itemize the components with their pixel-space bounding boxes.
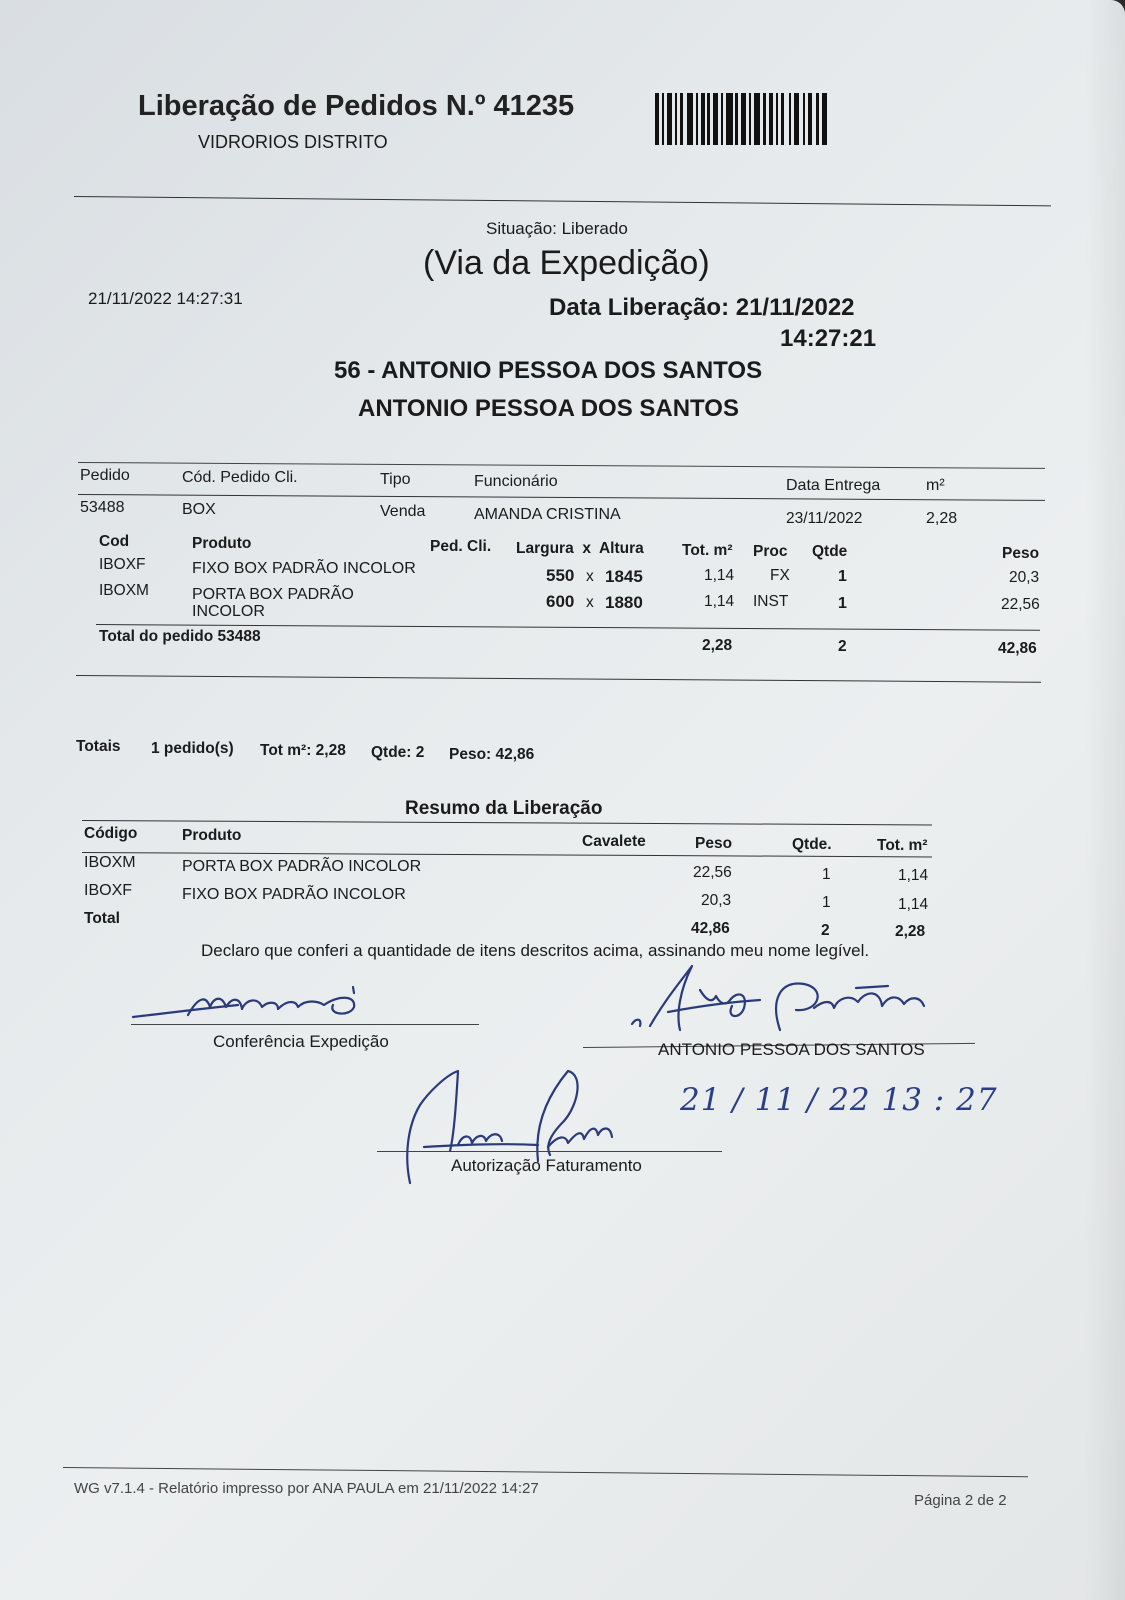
summary-row-qtde: 1 [822, 894, 831, 911]
status-text: Situação: Liberado [486, 219, 628, 238]
item-produto: FIXO BOX PADRÃO INCOLOR [192, 560, 416, 577]
col-cod-pedido-cli-header: Cód. Pedido Cli. [182, 469, 298, 486]
order-table-top-rule [78, 462, 1045, 469]
item-largura: 550 [546, 566, 575, 585]
totals-qtde: Qtde: 2 [371, 744, 425, 761]
order-pedido: 53488 [80, 499, 125, 516]
item-col-peso: Peso [1002, 545, 1040, 562]
summary-row-tot-m2: 1,14 [898, 867, 929, 884]
order-header-rule [78, 494, 1045, 501]
summary-title: Resumo da Liberação [405, 798, 603, 819]
item-tot-m2: 1,14 [704, 567, 735, 584]
summary-row-produto: PORTA BOX PADRÃO INCOLOR [182, 858, 422, 875]
summary-col-peso: Peso [695, 835, 733, 852]
page-number: Página 2 de 2 [914, 1492, 1007, 1509]
summary-row-tot-m2: 1,14 [898, 896, 929, 913]
order-tipo: Venda [380, 503, 426, 520]
item-col-ped-cli: Ped. Cli. [430, 538, 492, 555]
item-x: x [586, 594, 594, 611]
summary-total-peso: 42,86 [691, 920, 730, 937]
item-cod: IBOXM [99, 582, 149, 599]
item-altura: 1880 [605, 593, 643, 612]
order-data-entrega: 23/11/2022 [786, 510, 863, 527]
col-m2-header: m² [926, 477, 945, 494]
summary-top-rule [82, 820, 932, 825]
customer-signature-label: ANTONIO PESSOA DOS SANTOS [658, 1040, 925, 1059]
col-pedido-header: Pedido [80, 467, 130, 484]
summary-col-qtde: Qtde. [792, 836, 832, 853]
order-total-qtde: 2 [838, 638, 847, 655]
order-m2: 2,28 [926, 510, 958, 527]
item-x: x [586, 568, 594, 585]
print-datetime: 21/11/2022 14:27:31 [88, 289, 243, 308]
totals-pedidos: 1 pedido(s) [151, 740, 234, 757]
summary-col-tot-m2: Tot. m² [877, 837, 928, 854]
summary-row-peso: 22,56 [693, 864, 732, 881]
conferencia-signature [128, 975, 378, 1025]
summary-row-codigo: IBOXM [84, 854, 136, 871]
footer-rule [63, 1467, 1028, 1477]
order-total-m2: 2,28 [702, 637, 733, 654]
company-name: VIDRORIOS DISTRITO [198, 132, 388, 152]
order-total-peso: 42,86 [998, 640, 1037, 657]
via-label: (Via da Expedição) [423, 244, 710, 282]
item-proc: INST [753, 593, 789, 610]
order-total-label: Total do pedido 53488 [99, 628, 261, 645]
item-peso: 20,3 [1009, 569, 1040, 586]
item-proc: FX [770, 567, 790, 584]
summary-total-m2: 2,28 [895, 923, 926, 940]
totals-peso: Peso: 42,86 [449, 746, 535, 763]
customer-code-name: 56 - ANTONIO PESSOA DOS SANTOS [334, 357, 763, 384]
item-altura: 1845 [605, 567, 643, 586]
item-produto-line2: INCOLOR [192, 603, 265, 620]
handwritten-date: 21 / 11 / 22 13 : 27 [680, 1082, 998, 1118]
header-divider [74, 196, 1051, 206]
item-tot-m2: 1,14 [704, 593, 735, 610]
conferencia-signature-line [131, 1024, 479, 1025]
item-col-dims: Largura x Altura [516, 540, 644, 557]
summary-col-codigo: Código [84, 825, 138, 842]
order-end-rule [76, 675, 1041, 683]
autorizacao-signature-line [377, 1151, 722, 1152]
totals-m2: Tot m²: 2,28 [260, 742, 346, 759]
item-col-qtde: Qtde [812, 543, 848, 560]
summary-total-qtde: 2 [821, 922, 830, 939]
summary-col-produto: Produto [182, 827, 242, 844]
item-produto: PORTA BOX PADRÃO [192, 586, 354, 603]
item-col-produto: Produto [192, 535, 252, 552]
item-col-proc: Proc [753, 543, 788, 560]
barcode [655, 93, 827, 145]
release-date: Data Liberação: 21/11/2022 [549, 294, 855, 321]
page-shadow [1085, 0, 1125, 1600]
col-data-entrega-header: Data Entrega [786, 477, 881, 494]
item-qtde: 1 [838, 595, 847, 612]
item-col-cod: Cod [99, 533, 130, 550]
customer-signature [620, 960, 950, 1050]
col-tipo-header: Tipo [380, 471, 411, 488]
summary-col-cavalete: Cavalete [582, 833, 646, 850]
col-funcionario-header: Funcionário [474, 473, 558, 490]
summary-row-qtde: 1 [822, 866, 831, 883]
summary-row-codigo: IBOXF [84, 882, 133, 899]
summary-row-peso: 20,3 [701, 892, 732, 909]
declaration-text: Declaro que conferi a quantidade de itens descritos acima, assinando meu nome legível. [201, 941, 870, 960]
autorizacao-label: Autorização Faturamento [451, 1156, 642, 1175]
order-funcionario: AMANDA CRISTINA [474, 506, 621, 523]
item-cod: IBOXF [99, 556, 146, 573]
release-time: 14:27:21 [780, 325, 877, 352]
summary-total-label: Total [84, 910, 120, 927]
conferencia-label: Conferência Expedição [213, 1032, 389, 1051]
document-title: Liberação de Pedidos N.º 41235 [138, 90, 575, 122]
footer-print-info: WG v7.1.4 - Relatório impresso por ANA PAULA em 21/11/2022 14:27 [74, 1480, 539, 1497]
item-peso: 22,56 [1001, 596, 1040, 613]
customer-name: ANTONIO PESSOA DOS SANTOS [358, 395, 739, 422]
item-col-tot-m2: Tot. m² [682, 542, 733, 559]
summary-row-produto: FIXO BOX PADRÃO INCOLOR [182, 886, 406, 903]
totals-label: Totais [76, 738, 121, 755]
item-largura: 600 [546, 592, 575, 611]
item-qtde: 1 [838, 568, 847, 585]
order-cod-pedido-cli: BOX [182, 501, 216, 518]
